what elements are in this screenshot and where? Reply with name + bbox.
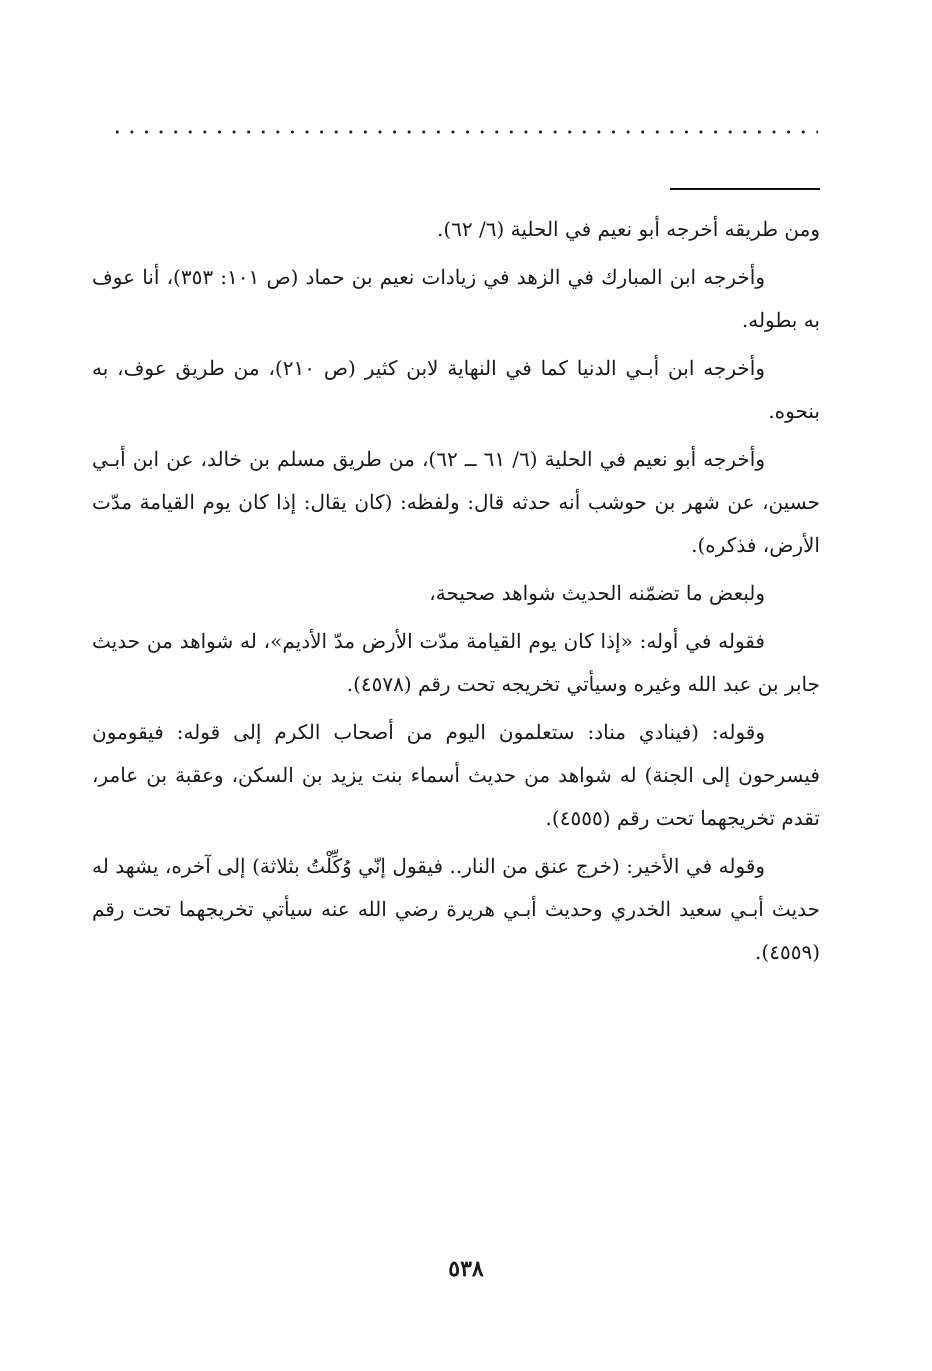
paragraph-7: وقوله: (فينادي مناد: ستعلمون اليوم من أصحاب الكرم إلى قوله: فيقومون فيسرحون إلى الجنة) له شواهد من حديث أسماء بنت يزيد بن السكن، وعقبة بن عامر، تقدم تخريجهما تحت رقم (٤٥٥٥). <box>92 720 820 830</box>
paragraph-1: ومن طريقه أخرجه أبو نعيم في الحلية (٦/ ٦٢). <box>436 217 820 241</box>
page-number: ٥٣٨ <box>448 1256 484 1282</box>
paragraph-6: فقوله في أوله: «إذا كان يوم القيامة مدّت الأرض مدّ الأديم»، له شواهد من حديث جابر بن عبد الله وغيره وسيأتي تخريجه تحت رقم (٤٥٧٨). <box>92 629 820 696</box>
paragraph-2: وأخرجه ابن المبارك في الزهد في زيادات نعيم بن حماد (ص ١٠١: ٣٥٣)، أنا عوف به بطوله. <box>92 265 820 332</box>
dotted-separator <box>110 128 818 136</box>
paragraph-3: وأخرجه ابن أبـي الدنيا كما في النهاية لابن كثير (ص ٢١٠)، من طريق عوف، به بنحوه. <box>92 356 820 423</box>
paragraph-8: وقوله في الأخير: (خرج عنق من النار.. فيقول إنّي وُكِّلْتُ بثلاثة) إلى آخره، يشهد له حديث أبـي سعيد الخدري وحديث أبـي هريرة رضي الله عنه سيأتي تخريجهما تحت رقم (٤٥٥٩). <box>92 854 820 964</box>
paragraph-5: ولبعض ما تضمّنه الحديث شواهد صحيحة، <box>429 581 765 605</box>
paragraph-4: وأخرجه أبو نعيم في الحلية (٦/ ٦١ ــ ٦٢)، من طريق مسلم بن خالد، عن ابن أبـي حسين، عن شهر بن حوشب أنه حدثه قال: ولفظه: (كان يقال: إذا كان يوم القيامة مدّت الأرض، فذكره). <box>92 447 820 557</box>
footnote-rule <box>670 188 820 190</box>
footnote-text <box>92 208 820 979</box>
